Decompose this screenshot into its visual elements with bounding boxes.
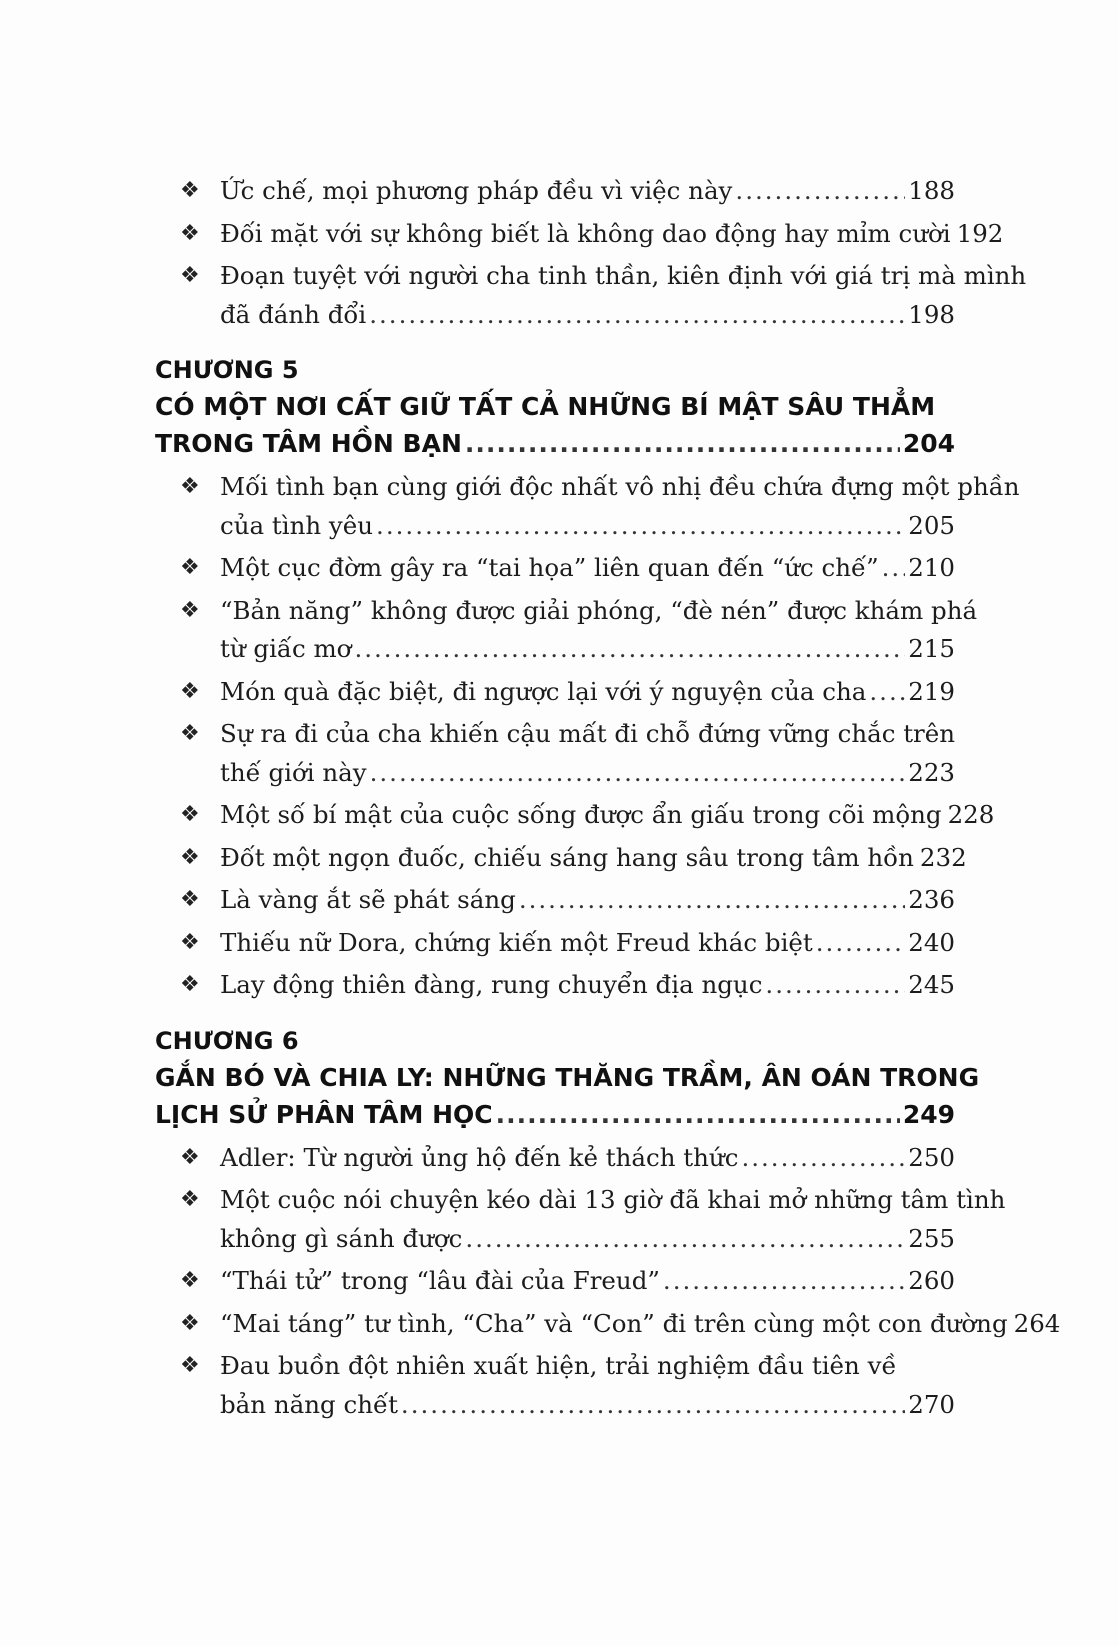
dot-leader [816,924,905,963]
dot-leader [370,754,906,793]
page-number: 240 [908,927,955,957]
toc-entry-last-line [220,630,955,669]
toc-entry-title-line: Đối mặt với sự không biết là không dao động hay mỉm cười [220,218,951,248]
dot-leader [465,425,900,462]
toc-entry-title-line: Món quà đặc biệt, đi ngược lại với ý nguyện của cha [220,676,867,706]
diamond-flower-bullet-icon: ❖ [180,972,200,997]
toc-entry-last-line [220,215,1004,254]
toc-entry-text [220,215,1004,254]
toc-entry[interactable] [155,1139,955,1178]
toc-entry-title-line: Đau buồn đột nhiên xuất hiện, trải nghiệm đầu tiên về [220,1351,897,1380]
toc-entry-last-line [220,1220,955,1259]
toc-entry-last-line [220,1305,1061,1344]
dot-leader [882,549,906,588]
chapter-title-last-line [155,425,955,462]
toc-entry-last-line [220,673,955,712]
toc-entry-text [220,1181,1006,1258]
page-number: 260 [908,1266,955,1295]
page-number: 228 [947,800,995,829]
diamond-flower-bullet-icon: ❖ [180,678,200,704]
page-number: 215 [908,634,955,663]
toc-entry-text [220,592,978,669]
diamond-flower-bullet-icon: ❖ [180,555,200,580]
diamond-flower-bullet-icon: ❖ [180,1353,200,1378]
diamond-flower-bullet-icon: ❖ [180,721,200,746]
page-number: 210 [908,553,955,582]
toc-entry-title-line: Một cuộc nói chuyện kéo dài 13 giờ đã khai mở những tâm tình [220,1185,1006,1214]
diamond-flower-bullet-icon: ❖ [180,474,200,499]
diamond-flower-bullet-icon: ❖ [180,844,200,870]
page-number: 205 [908,510,955,540]
toc-entry-last-line [220,296,955,335]
table-of-contents [155,172,1061,1428]
toc-entry-text [220,924,955,963]
toc-entry[interactable] [155,1347,955,1424]
dot-leader [376,507,905,546]
toc-entry[interactable] [155,1305,1061,1344]
dot-leader [369,296,905,335]
page-number: 188 [908,176,955,205]
toc-entry-title-line: Một số bí mật của cuộc sống được ẩn giấu trong cõi mộng [220,800,942,829]
toc-entry[interactable] [155,924,955,963]
toc-entry[interactable] [155,215,1004,254]
toc-entry-title-line: từ giấc mơ [220,634,352,663]
toc-entry[interactable] [155,673,955,712]
toc-entry[interactable] [155,1262,955,1301]
diamond-flower-bullet-icon: ❖ [180,1268,200,1293]
chapter-label: CHƯƠNG 5 [155,356,299,384]
toc-entry[interactable] [155,549,955,588]
toc-entry-title-line: đã đánh đổi [220,299,367,329]
toc-entry-title-line: Một cục đờm gây ra “tai họa” liên quan đến “ức chế” [220,553,879,582]
toc-entry[interactable] [155,881,955,920]
toc-entry-title-line: “Bản năng” không được giải phóng, “đè nén” được khám phá [220,595,978,625]
chapter-title-line: LỊCH SỬ PHÂN TÂM HỌC [155,1099,493,1129]
dot-leader [735,172,905,211]
toc-entry-last-line [220,839,967,878]
page-number: 250 [908,1142,955,1172]
toc-entry-last-line [220,754,955,793]
diamond-flower-bullet-icon: ❖ [180,802,200,827]
toc-entry-last-line [220,881,955,920]
diamond-flower-bullet-icon: ❖ [180,178,200,203]
toc-entry[interactable] [155,468,1020,545]
toc-entry-title-line: bản năng chết [220,1389,398,1419]
page-number: 219 [908,676,955,706]
toc-entry-text [220,468,1020,545]
page-number: 264 [1013,1308,1061,1338]
toc-entry-text [220,172,955,211]
toc-entry-title-line: Ức chế, mọi phương pháp đều vì việc này [220,176,733,205]
toc-entry-title-line: Đốt một ngọn đuốc, chiếu sáng hang sâu trong tâm hồn [220,842,914,872]
dot-leader [519,881,905,920]
dot-leader [354,630,905,669]
diamond-flower-bullet-icon: ❖ [180,1310,200,1336]
toc-entry-last-line [220,507,955,546]
toc-entry-text [220,1305,1061,1344]
page-number: 255 [908,1223,955,1253]
toc-entry-title-line: Lay động thiên đàng, rung chuyển địa ngục [220,970,763,999]
toc-entry-text [220,1262,955,1301]
toc-entry-title-line: thế giới này [220,757,367,787]
diamond-flower-bullet-icon: ❖ [180,597,200,623]
toc-entry[interactable] [155,839,967,878]
toc-entry-text [220,1139,955,1178]
chapter-title-line: GẮN BÓ VÀ CHIA LY: NHỮNG THĂNG TRẦM, ÂN OÁN TRONG [155,1062,980,1092]
page-number: 223 [908,757,955,787]
diamond-flower-bullet-icon: ❖ [180,887,200,912]
diamond-flower-bullet-icon: ❖ [180,263,200,288]
toc-entry-last-line [220,1386,955,1425]
page-number: 270 [908,1389,955,1419]
toc-entry[interactable] [155,257,1027,334]
toc-entry[interactable] [155,715,955,792]
toc-entry-text [220,673,955,712]
toc-entry-text [220,715,955,792]
toc-entry[interactable] [155,592,978,669]
toc-entry-last-line [220,172,955,211]
chapter-label: CHƯƠNG 6 [155,1026,299,1055]
dot-leader [465,1220,905,1259]
toc-entry-last-line [220,1139,955,1178]
dot-leader [496,1096,900,1133]
chapter-heading[interactable] [155,352,955,462]
page-number: 245 [908,970,955,999]
toc-entry-title-line: Thiếu nữ Dora, chứng kiến một Freud khác biệt [220,927,813,957]
page-number: 192 [956,218,1004,248]
dot-leader [765,966,905,1005]
dot-leader [869,673,905,712]
chapter-title-line: TRONG TÂM HỒN BẠN [155,429,462,458]
chapter-page-number: 249 [902,1099,955,1129]
toc-entry-last-line [220,796,995,835]
toc-entry-title-line: Adler: Từ người ủng hộ đến kẻ thách thức [220,1142,739,1172]
dot-leader [663,1262,905,1301]
toc-entry-last-line [220,1262,955,1301]
toc-entry-last-line [220,966,955,1005]
toc-entry[interactable] [155,966,955,1005]
toc-entry-title-line: không gì sánh được [220,1223,463,1253]
diamond-flower-bullet-icon: ❖ [180,220,200,246]
chapter-title-line: CÓ MỘT NƠI CẤT GIỮ TẤT CẢ NHỮNG BÍ MẬT SÂU THẲM [155,392,936,421]
toc-entry-text [220,1347,955,1424]
toc-entry-title-line: “Mai táng” tư tình, “Cha” và “Con” đi trên cùng một con đường [220,1308,1008,1338]
toc-entry-text [220,796,995,835]
toc-entry-title-line: Mối tình bạn cùng giới độc nhất vô nhị đều chứa đựng một phần [220,472,1020,501]
diamond-flower-bullet-icon: ❖ [180,1187,200,1212]
toc-entry[interactable] [155,172,955,211]
toc-entry-title-line: của tình yêu [220,510,374,540]
chapter-title-last-line [155,1096,955,1133]
toc-entry-title-line: Đoạn tuyệt với người cha tinh thần, kiên định với giá trị mà mình [220,261,1027,290]
toc-entry[interactable] [155,1181,1006,1258]
page-number: 236 [908,885,955,914]
toc-entry-text [220,549,955,588]
toc-entry-text [220,257,1027,334]
toc-entry-title-line: “Thái tử” trong “lâu đài của Freud” [220,1266,660,1295]
toc-entry-text [220,839,967,878]
dot-leader [401,1386,905,1425]
toc-entry-last-line [220,549,955,588]
page-number: 198 [908,299,955,329]
diamond-flower-bullet-icon: ❖ [180,1144,200,1170]
page-number: 232 [919,842,967,872]
dot-leader [741,1139,905,1178]
toc-entry-last-line [220,924,955,963]
toc-entry-text [220,881,955,920]
diamond-flower-bullet-icon: ❖ [180,929,200,955]
chapter-page-number: 204 [902,429,955,458]
toc-entry[interactable] [155,796,995,835]
toc-entry-title-line: Là vàng ắt sẽ phát sáng [220,885,516,914]
toc-entry-title-line: Sự ra đi của cha khiến cậu mất đi chỗ đứng vững chắc trên [220,719,956,748]
chapter-heading[interactable] [155,1023,980,1133]
toc-entry-text [220,966,955,1005]
